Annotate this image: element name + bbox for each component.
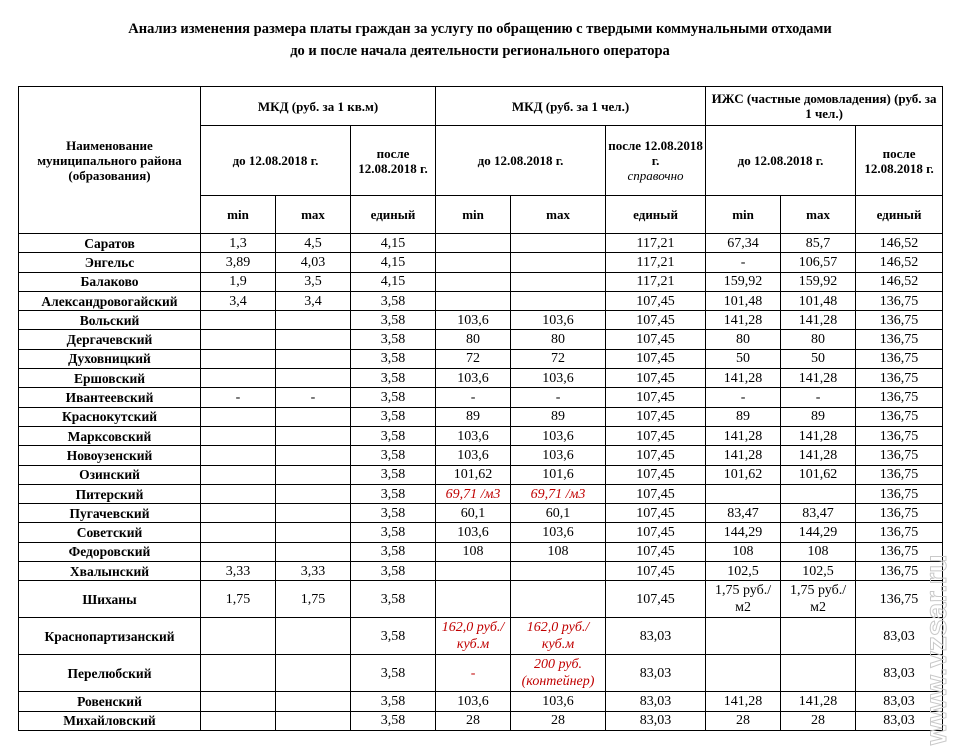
district-name: Саратов (19, 234, 201, 253)
value-cell: 1,3 (201, 234, 276, 253)
value-cell: 101,62 (436, 465, 511, 484)
value-cell: 159,92 (781, 272, 856, 291)
district-name: Энгельс (19, 253, 201, 272)
value-cell: 3,58 (351, 426, 436, 445)
value-cell: 83,03 (856, 711, 943, 730)
document-title (0, 18, 960, 62)
value-cell: 136,75 (856, 581, 943, 618)
value-cell: 83,03 (856, 618, 943, 655)
header-after-2 (606, 126, 706, 196)
district-name: Александровогайский (19, 291, 201, 310)
value-cell: 3,58 (351, 446, 436, 465)
value-cell: 136,75 (856, 562, 943, 581)
value-cell: 102,5 (781, 562, 856, 581)
value-cell (436, 291, 511, 310)
district-name: Ровенский (19, 692, 201, 711)
fee-analysis-table (18, 86, 943, 731)
value-cell (781, 484, 856, 503)
value-cell: 141,28 (781, 446, 856, 465)
value-cell: 28 (781, 711, 856, 730)
value-cell: 107,45 (606, 330, 706, 349)
header-after-2-text: после 12.08.2018 г. (608, 138, 703, 168)
value-cell: 136,75 (856, 523, 943, 542)
district-name: Ершовский (19, 369, 201, 388)
district-name: Пугачевский (19, 504, 201, 523)
value-cell (276, 711, 351, 730)
value-cell (276, 311, 351, 330)
district-name: Хвалынский (19, 562, 201, 581)
value-cell: 72 (436, 349, 511, 368)
value-cell: 3,33 (201, 562, 276, 581)
value-cell: 159,92 (706, 272, 781, 291)
value-cell (201, 504, 276, 523)
value-cell: - (511, 388, 606, 407)
value-cell (276, 504, 351, 523)
table-row (19, 253, 943, 272)
table-row (19, 369, 943, 388)
value-cell (201, 542, 276, 561)
value-cell: - (436, 388, 511, 407)
table-row (19, 388, 943, 407)
table-row (19, 655, 943, 692)
value-cell: 103,6 (436, 426, 511, 445)
value-cell: 141,28 (781, 369, 856, 388)
district-name: Духовницкий (19, 349, 201, 368)
value-cell: 1,75 (201, 581, 276, 618)
value-cell: 103,6 (436, 523, 511, 542)
title-line-2: до и после начала деятельности регионального оператора (290, 43, 670, 59)
table-row (19, 484, 943, 503)
table-row (19, 711, 943, 730)
value-cell (276, 692, 351, 711)
value-cell (781, 618, 856, 655)
value-cell: 1,75 (276, 581, 351, 618)
district-name: Вольский (19, 311, 201, 330)
value-cell: 146,52 (856, 234, 943, 253)
value-cell: 103,6 (511, 369, 606, 388)
value-cell: 80 (511, 330, 606, 349)
value-cell: 144,29 (706, 523, 781, 542)
value-cell: 107,45 (606, 484, 706, 503)
value-cell: 136,75 (856, 542, 943, 561)
district-name: Питерский (19, 484, 201, 503)
value-cell (436, 253, 511, 272)
value-cell (201, 465, 276, 484)
value-cell: 141,28 (781, 692, 856, 711)
value-cell (201, 446, 276, 465)
value-cell: 60,1 (511, 504, 606, 523)
value-cell: - (781, 388, 856, 407)
header-max: max (781, 196, 856, 234)
value-cell: 136,75 (856, 446, 943, 465)
value-cell: 107,45 (606, 523, 706, 542)
value-cell: 108 (781, 542, 856, 561)
value-cell: 136,75 (856, 291, 943, 310)
value-cell: 3,4 (201, 291, 276, 310)
value-cell (201, 426, 276, 445)
value-cell: 3,58 (351, 542, 436, 561)
value-cell: 67,34 (706, 234, 781, 253)
value-cell (436, 581, 511, 618)
value-cell: 89 (511, 407, 606, 426)
value-cell: 80 (436, 330, 511, 349)
value-cell (511, 253, 606, 272)
value-cell (436, 272, 511, 291)
value-cell (201, 369, 276, 388)
value-cell: 136,75 (856, 407, 943, 426)
value-cell: 107,45 (606, 291, 706, 310)
value-cell (276, 349, 351, 368)
value-cell (276, 465, 351, 484)
value-cell: 3,58 (351, 465, 436, 484)
value-cell: 1,75 руб./м2 (706, 581, 781, 618)
value-cell: - (706, 388, 781, 407)
value-cell: 107,45 (606, 446, 706, 465)
value-cell (511, 234, 606, 253)
value-cell: 1,9 (201, 272, 276, 291)
header-before-2: до 12.08.2018 г. (436, 126, 606, 196)
value-cell: 141,28 (706, 369, 781, 388)
table-row (19, 504, 943, 523)
value-cell: 103,6 (436, 446, 511, 465)
value-cell: 200 руб. (контейнер) (511, 655, 606, 692)
value-cell (276, 330, 351, 349)
value-cell: 3,58 (351, 291, 436, 310)
title-line-1: Анализ изменения размера платы граждан за услугу по обращению с твердыми коммунальными отходами (128, 21, 832, 37)
value-cell: 107,45 (606, 369, 706, 388)
header-after-3: после 12.08.2018 г. (856, 126, 943, 196)
header-single: единый (351, 196, 436, 234)
value-cell: - (436, 655, 511, 692)
value-cell: 4,15 (351, 253, 436, 272)
district-name: Марксовский (19, 426, 201, 445)
header-after-2-note: справочно (627, 168, 684, 183)
value-cell: 136,75 (856, 484, 943, 503)
value-cell: 102,5 (706, 562, 781, 581)
district-name: Михайловский (19, 711, 201, 730)
header-before-1: до 12.08.2018 г. (201, 126, 351, 196)
value-cell: 101,6 (511, 465, 606, 484)
value-cell: 4,5 (276, 234, 351, 253)
value-cell: 83,03 (606, 692, 706, 711)
value-cell: 107,45 (606, 388, 706, 407)
value-cell: 107,45 (606, 542, 706, 561)
value-cell: 103,6 (511, 692, 606, 711)
value-cell: 28 (511, 711, 606, 730)
value-cell: 146,52 (856, 272, 943, 291)
value-cell: 83,03 (606, 655, 706, 692)
value-cell (706, 655, 781, 692)
value-cell: 50 (706, 349, 781, 368)
table-body (19, 234, 943, 731)
value-cell: 4,15 (351, 234, 436, 253)
value-cell: 4,15 (351, 272, 436, 291)
value-cell (201, 407, 276, 426)
value-cell: 107,45 (606, 311, 706, 330)
header-max: max (511, 196, 606, 234)
value-cell: 80 (706, 330, 781, 349)
value-cell (201, 311, 276, 330)
value-cell: 83,03 (856, 692, 943, 711)
value-cell: - (706, 253, 781, 272)
value-cell: 3,58 (351, 330, 436, 349)
header-group-mkd-sqm: МКД (руб. за 1 кв.м) (201, 87, 436, 126)
value-cell: 108 (436, 542, 511, 561)
header-single: единый (606, 196, 706, 234)
value-cell: 3,4 (276, 291, 351, 310)
value-cell: 117,21 (606, 253, 706, 272)
value-cell: 89 (436, 407, 511, 426)
value-cell: 3,58 (351, 655, 436, 692)
value-cell: 141,28 (781, 311, 856, 330)
value-cell: 103,6 (436, 692, 511, 711)
value-cell: 4,03 (276, 253, 351, 272)
value-cell: 28 (436, 711, 511, 730)
value-cell (276, 655, 351, 692)
district-name: Балаково (19, 272, 201, 291)
value-cell: 72 (511, 349, 606, 368)
table-row (19, 542, 943, 561)
table-row (19, 562, 943, 581)
table-row (19, 618, 943, 655)
value-cell (511, 272, 606, 291)
watermark-text: www.vzsar.ru (920, 554, 953, 745)
value-cell: 3,58 (351, 581, 436, 618)
value-cell (276, 618, 351, 655)
table-row (19, 291, 943, 310)
value-cell (436, 562, 511, 581)
value-cell: - (276, 388, 351, 407)
value-cell: 83,03 (606, 618, 706, 655)
value-cell: 3,58 (351, 523, 436, 542)
table-row (19, 272, 943, 291)
value-cell: 106,57 (781, 253, 856, 272)
header-before-3: до 12.08.2018 г. (706, 126, 856, 196)
value-cell (276, 407, 351, 426)
value-cell: 83,47 (706, 504, 781, 523)
value-cell: 60,1 (436, 504, 511, 523)
value-cell (276, 542, 351, 561)
value-cell: 141,28 (706, 446, 781, 465)
value-cell: 136,75 (856, 311, 943, 330)
value-cell: 3,58 (351, 618, 436, 655)
table-row (19, 465, 943, 484)
table-row (19, 234, 943, 253)
value-cell: 162,0 руб./куб.м (436, 618, 511, 655)
value-cell (276, 523, 351, 542)
value-cell: 80 (781, 330, 856, 349)
value-cell: 136,75 (856, 369, 943, 388)
value-cell: 103,6 (511, 523, 606, 542)
value-cell (201, 523, 276, 542)
value-cell (276, 484, 351, 503)
value-cell: 3,58 (351, 311, 436, 330)
header-min: min (436, 196, 511, 234)
value-cell: 103,6 (511, 446, 606, 465)
table-row (19, 426, 943, 445)
value-cell: 89 (706, 407, 781, 426)
value-cell (706, 618, 781, 655)
value-cell: 136,75 (856, 349, 943, 368)
header-group-izhs: ИЖС (частные домовладения) (руб. за 1 чел.) (706, 87, 943, 126)
value-cell (276, 446, 351, 465)
value-cell (201, 711, 276, 730)
value-cell (706, 484, 781, 503)
value-cell: 103,6 (436, 369, 511, 388)
value-cell (201, 618, 276, 655)
value-cell: 3,58 (351, 388, 436, 407)
value-cell: 141,28 (706, 311, 781, 330)
value-cell: 107,45 (606, 562, 706, 581)
value-cell: 136,75 (856, 426, 943, 445)
value-cell: 107,45 (606, 407, 706, 426)
value-cell (511, 291, 606, 310)
value-cell: 28 (706, 711, 781, 730)
value-cell: 3,58 (351, 504, 436, 523)
value-cell: 107,45 (606, 581, 706, 618)
district-name: Дергачевский (19, 330, 201, 349)
header-min: min (201, 196, 276, 234)
value-cell: 103,6 (511, 311, 606, 330)
value-cell: 3,58 (351, 369, 436, 388)
value-cell: 101,62 (781, 465, 856, 484)
table-row (19, 446, 943, 465)
district-name: Перелюбский (19, 655, 201, 692)
value-cell: - (201, 388, 276, 407)
table-row (19, 311, 943, 330)
value-cell: 107,45 (606, 465, 706, 484)
value-cell: 162,0 руб./куб.м (511, 618, 606, 655)
value-cell (201, 330, 276, 349)
district-name: Советский (19, 523, 201, 542)
district-name: Озинский (19, 465, 201, 484)
value-cell: 69,71 /м3 (511, 484, 606, 503)
table-row (19, 407, 943, 426)
header-after-1: после 12.08.2018 г. (351, 126, 436, 196)
value-cell: 3,58 (351, 349, 436, 368)
value-cell: 117,21 (606, 234, 706, 253)
value-cell: 3,33 (276, 562, 351, 581)
value-cell: 3,58 (351, 692, 436, 711)
value-cell: 83,03 (856, 655, 943, 692)
value-cell (201, 484, 276, 503)
value-cell: 136,75 (856, 465, 943, 484)
value-cell: 3,58 (351, 711, 436, 730)
value-cell: 3,58 (351, 484, 436, 503)
value-cell: 136,75 (856, 330, 943, 349)
table-row (19, 349, 943, 368)
table-row (19, 523, 943, 542)
header-name-column: Наименование муниципального района (образования) (19, 87, 201, 234)
value-cell: 50 (781, 349, 856, 368)
watermark (918, 390, 958, 750)
table-row (19, 330, 943, 349)
district-name: Краснокутский (19, 407, 201, 426)
value-cell (511, 562, 606, 581)
value-cell: 107,45 (606, 426, 706, 445)
value-cell: 89 (781, 407, 856, 426)
value-cell: 85,7 (781, 234, 856, 253)
value-cell: 108 (511, 542, 606, 561)
value-cell: 141,28 (781, 426, 856, 445)
value-cell (201, 349, 276, 368)
value-cell (276, 369, 351, 388)
header-single: единый (856, 196, 943, 234)
value-cell: 144,29 (781, 523, 856, 542)
value-cell: 117,21 (606, 272, 706, 291)
header-max: max (276, 196, 351, 234)
district-name: Краснопартизанский (19, 618, 201, 655)
value-cell: 3,58 (351, 562, 436, 581)
value-cell: 136,75 (856, 388, 943, 407)
value-cell: 107,45 (606, 349, 706, 368)
value-cell: 107,45 (606, 504, 706, 523)
value-cell: 83,03 (606, 711, 706, 730)
value-cell (201, 655, 276, 692)
value-cell: 101,48 (706, 291, 781, 310)
value-cell: 3,89 (201, 253, 276, 272)
value-cell: 3,5 (276, 272, 351, 291)
value-cell: 101,62 (706, 465, 781, 484)
value-cell: 83,47 (781, 504, 856, 523)
value-cell (781, 655, 856, 692)
district-name: Ивантеевский (19, 388, 201, 407)
value-cell (276, 426, 351, 445)
value-cell (511, 581, 606, 618)
value-cell: 146,52 (856, 253, 943, 272)
value-cell: 103,6 (436, 311, 511, 330)
header-min: min (706, 196, 781, 234)
district-name: Шиханы (19, 581, 201, 618)
table-row (19, 692, 943, 711)
district-name: Федоровский (19, 542, 201, 561)
table-row (19, 581, 943, 618)
value-cell: 108 (706, 542, 781, 561)
value-cell: 101,48 (781, 291, 856, 310)
value-cell: 3,58 (351, 407, 436, 426)
value-cell: 69,71 /м3 (436, 484, 511, 503)
value-cell: 136,75 (856, 504, 943, 523)
value-cell: 141,28 (706, 426, 781, 445)
value-cell (201, 692, 276, 711)
header-group-mkd-person: МКД (руб. за 1 чел.) (436, 87, 706, 126)
value-cell: 1,75 руб./м2 (781, 581, 856, 618)
value-cell (436, 234, 511, 253)
value-cell: 103,6 (511, 426, 606, 445)
value-cell: 141,28 (706, 692, 781, 711)
district-name: Новоузенский (19, 446, 201, 465)
